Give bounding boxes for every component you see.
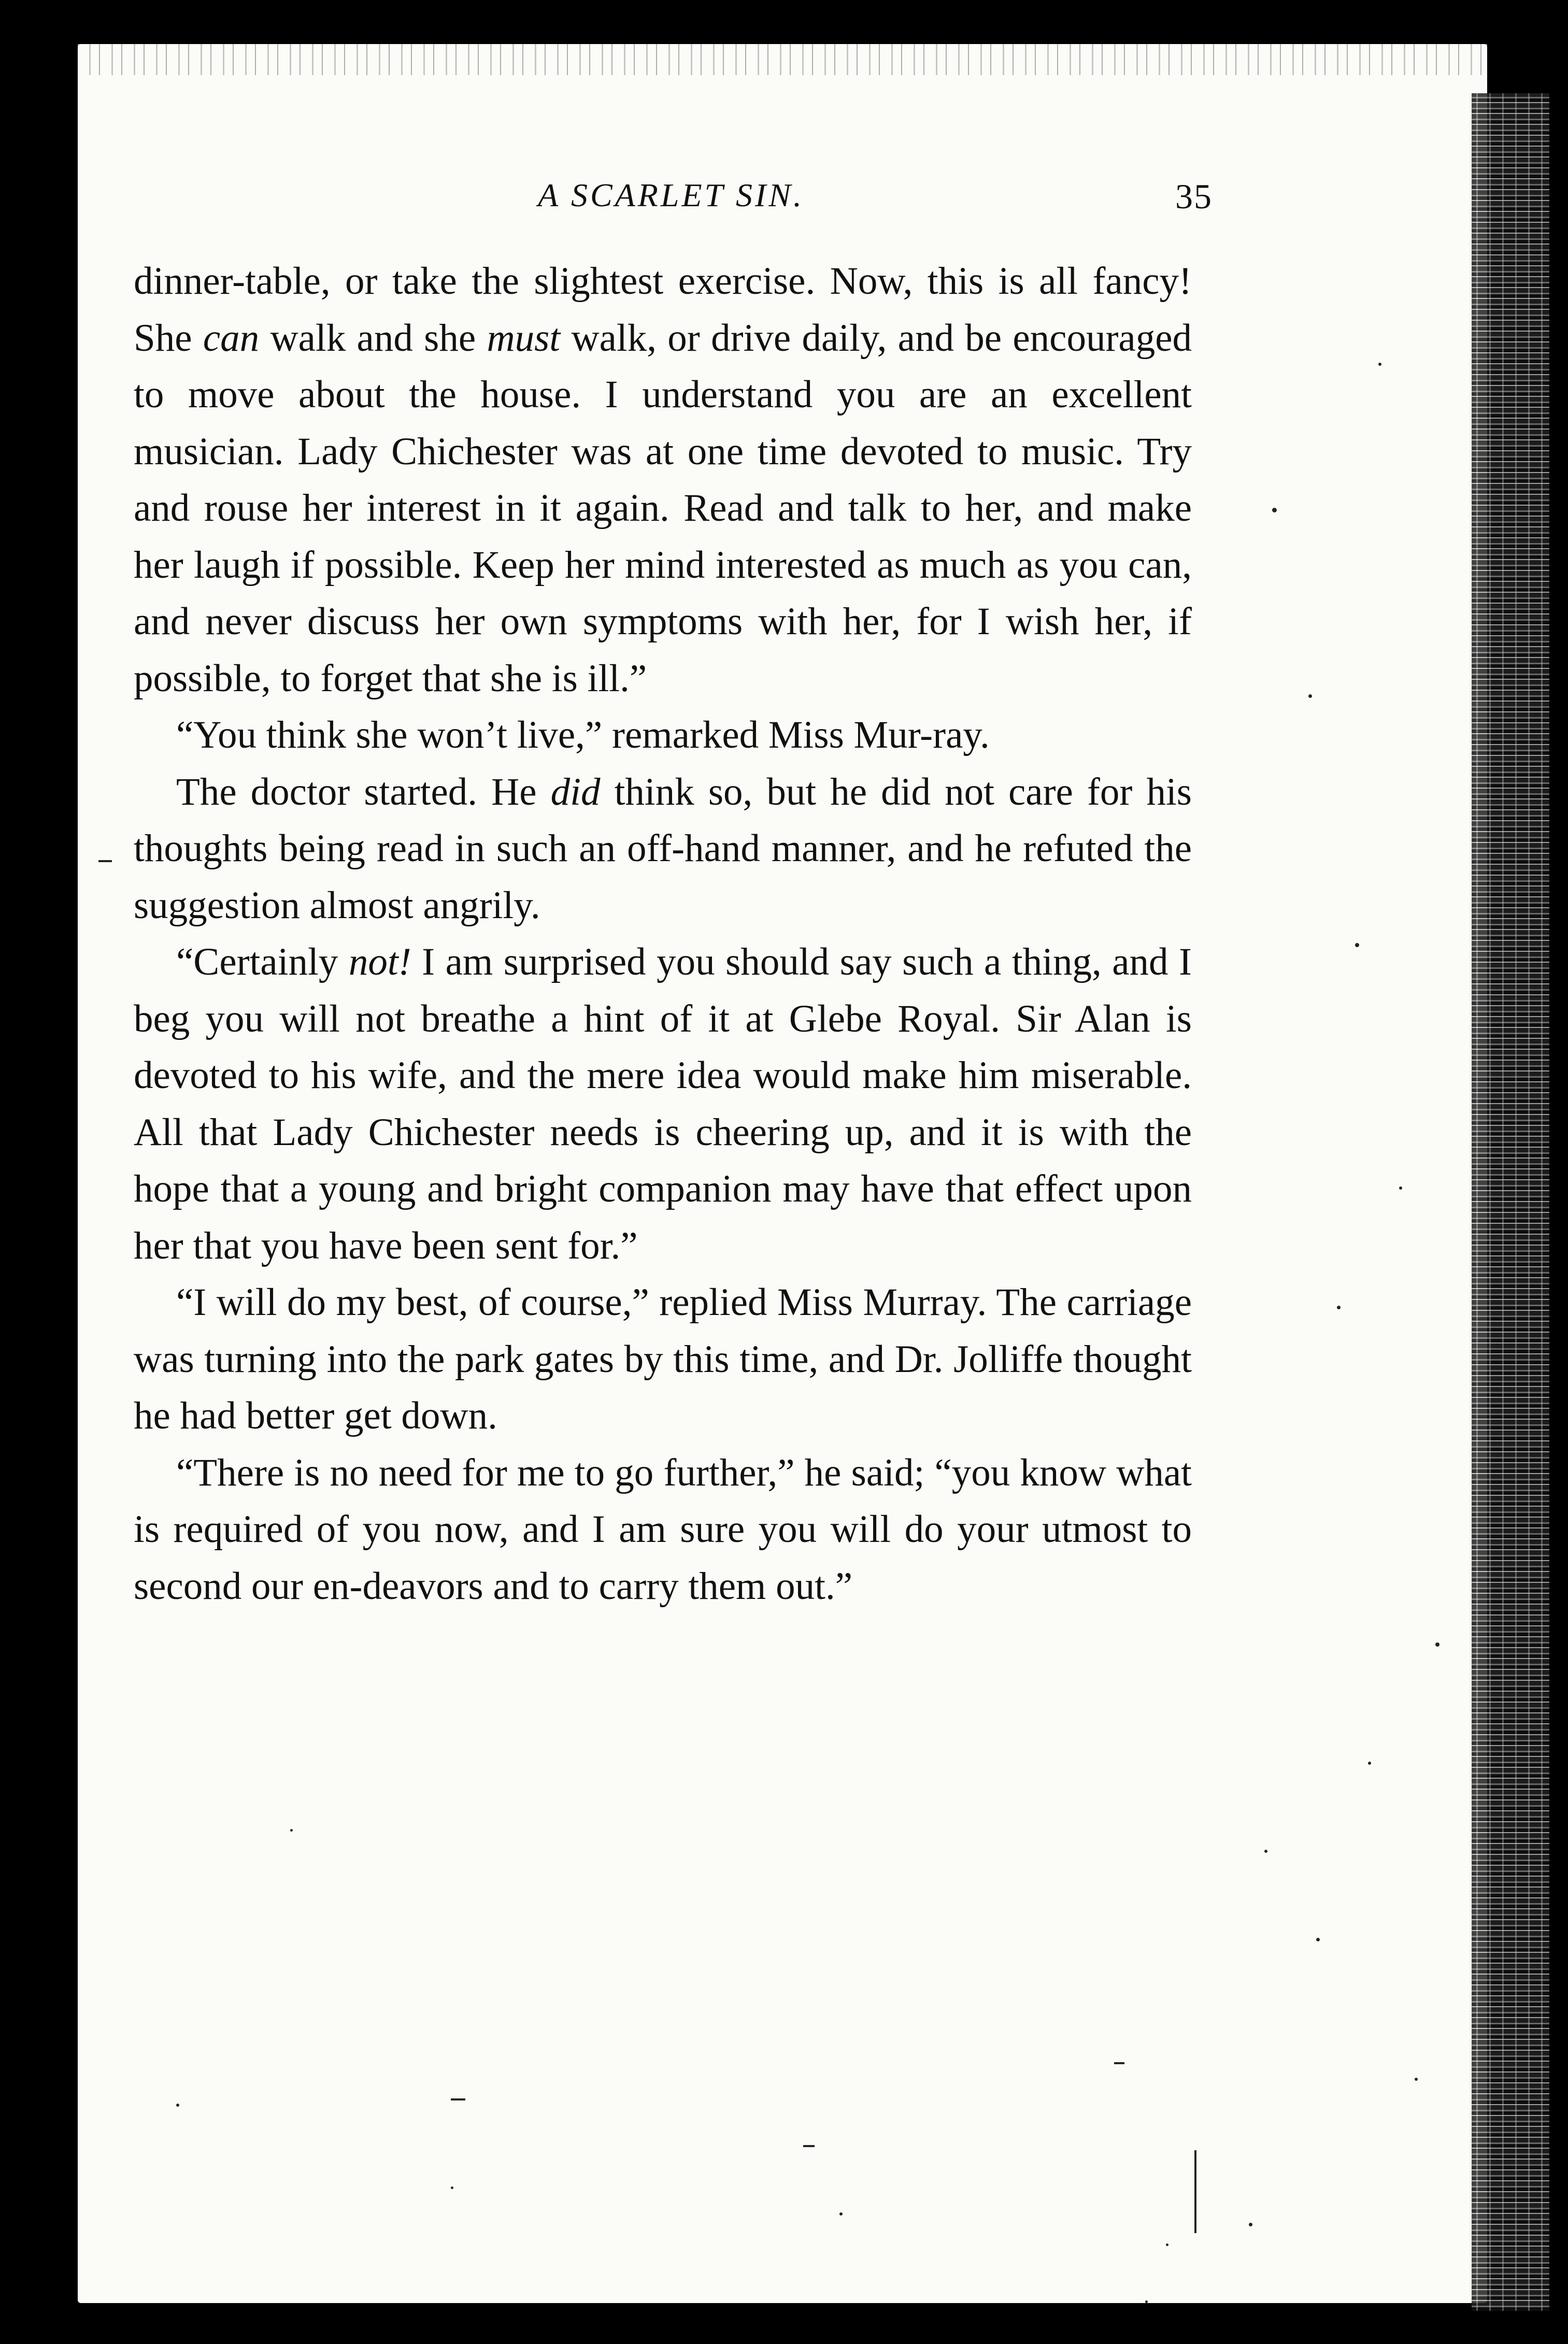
text-run: I am surprised you should say such a thing, and I beg you will not breathe a hint of it at Glebe Royal. Sir Alan is devoted to his wife, and the mere idea would make him miserable. All that Lady Chichester needs is cheering up, and it is with the hope that a young and bright companion may have that effect upon her that you have been sent for.” xyxy=(134,940,1192,1267)
scan-mark xyxy=(803,2145,815,2147)
scan-speck xyxy=(839,2212,843,2216)
italic-emphasis: must xyxy=(487,316,561,360)
scan-left-border xyxy=(0,0,21,2344)
paragraph xyxy=(134,764,1192,934)
scan-speck xyxy=(1399,1187,1402,1190)
paragraph xyxy=(134,934,1192,1274)
scan-speck xyxy=(1145,2300,1148,2303)
text-run: walk and she xyxy=(259,316,487,360)
text-run: “You think she won’t live,” remarked Miss Mur-ray. xyxy=(176,713,990,756)
italic-emphasis: not! xyxy=(348,940,411,983)
text-run: walk, or drive daily, and be encouraged to move about the house. I understand you are an excellent musician. Lady Chichester was at one time devoted to music. Try and rouse her interest in it again. Read and talk to her, and make her laugh if possible. Keep her mind interested as much as you can, and never discuss her own symptoms with her, for I wish her, if possible, to forget that she is ill.” xyxy=(134,316,1192,700)
paragraph xyxy=(134,1445,1192,1615)
scan-right-edge-noise xyxy=(1472,93,1549,2311)
paragraph xyxy=(134,253,1192,707)
text-run: The doctor started. He xyxy=(176,770,551,813)
body-text xyxy=(134,253,1192,1614)
running-head xyxy=(135,176,1213,233)
scan-speck xyxy=(1355,943,1359,947)
text-run: “Certainly xyxy=(176,940,349,983)
scan-speck xyxy=(1368,1762,1371,1765)
text-run: dinner-table, or take the slightest exercise. Now, this is all fancy! She xyxy=(134,260,1192,360)
text-run: “There is no need for me to go further,” he said; “you know what is required of you now, and I am sure you will do your utmost to second our en-deavors and to carry them out.” xyxy=(134,1451,1192,1608)
scan-mark xyxy=(1114,2062,1124,2064)
scan-mark xyxy=(1194,2150,1196,2233)
scan-speck xyxy=(451,2186,453,2189)
scan-mark xyxy=(98,860,112,862)
scan-top-edge-noise xyxy=(78,44,1487,75)
scan-speck xyxy=(1272,508,1277,512)
scan-speck xyxy=(1308,694,1312,698)
scan-speck xyxy=(290,1829,293,1832)
italic-emphasis: can xyxy=(203,316,260,360)
scan-speck xyxy=(1337,1306,1341,1309)
scan-speck xyxy=(1316,1938,1320,1941)
scan-speck xyxy=(176,2104,179,2107)
scan-speck xyxy=(1415,2078,1418,2081)
paragraph xyxy=(134,1274,1192,1445)
scan-mark xyxy=(451,2098,465,2100)
italic-emphasis: did xyxy=(550,770,601,813)
text-run: “I will do my best, of course,” replied Miss Murray. The carriage was turning into the park gates by this time, and Dr. Jolliffe thought he had better get down. xyxy=(134,1281,1192,1437)
paragraph xyxy=(134,707,1192,764)
scan-speck xyxy=(1435,1642,1439,1647)
scan-speck xyxy=(1264,1850,1267,1853)
scan-speck xyxy=(1249,2223,1252,2226)
page-number: 35 xyxy=(1175,177,1213,216)
text-run: think so, but he did not care for his thoughts being read in such an off-hand manner, and he refuted the suggestion almost angrily. xyxy=(134,770,1192,927)
running-title: A SCARLET SIN. xyxy=(538,177,804,213)
scan-speck xyxy=(1378,363,1381,366)
scan-speck xyxy=(1166,2243,1168,2246)
